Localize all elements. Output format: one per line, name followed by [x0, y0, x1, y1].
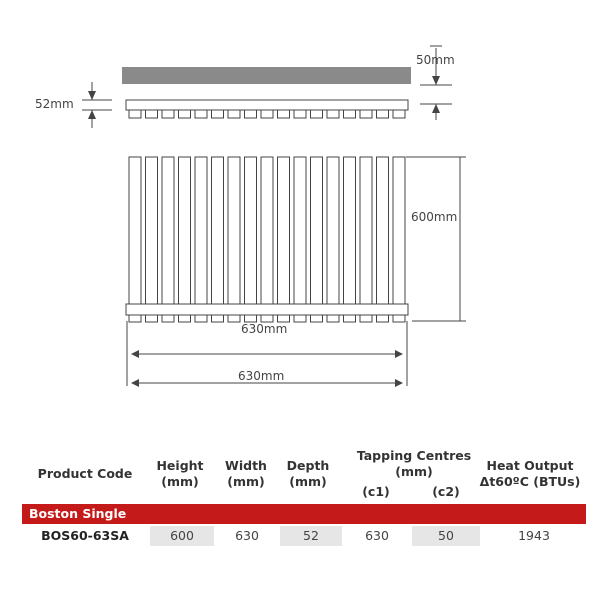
front-view-foot	[377, 315, 389, 322]
header-heat-unit: Δt60ºC (BTUs)	[479, 474, 581, 489]
header-heat-title: Heat Output	[486, 458, 574, 473]
front-view-column	[344, 157, 356, 304]
front-view-column	[245, 157, 257, 304]
front-view-foot	[162, 315, 174, 322]
front-view-column	[162, 157, 174, 304]
front-view-foot	[212, 315, 224, 322]
height-label: 600mm	[411, 210, 458, 224]
cell-depth: 52	[280, 526, 342, 546]
header-depth-title: Depth	[286, 458, 330, 473]
header-depth	[282, 458, 334, 510]
table-row	[22, 526, 586, 546]
header-depth-unit: (mm)	[289, 474, 327, 489]
cell-c1: 630	[365, 528, 389, 543]
front-view-feet	[129, 315, 405, 322]
group-label: Boston Single	[29, 506, 127, 521]
top-view-column	[327, 110, 339, 118]
front-view-foot	[179, 315, 191, 322]
top-view-column	[261, 110, 273, 118]
front-view-foot	[195, 315, 207, 322]
header-width-title: Width	[225, 458, 267, 473]
top-view-column	[360, 110, 372, 118]
front-view-column	[212, 157, 224, 304]
front-view-column	[294, 157, 306, 304]
front-view-column	[195, 157, 207, 304]
top-view-column	[344, 110, 356, 118]
top-view-column	[245, 110, 257, 118]
header-heat-output	[474, 458, 586, 510]
front-view-foot	[146, 315, 158, 322]
front-view-column	[129, 157, 141, 304]
front-view-column	[311, 157, 323, 304]
header-product-code: Product Code	[37, 466, 133, 481]
front-view-foot	[393, 315, 405, 322]
top-view-column	[377, 110, 389, 118]
front-view-foot	[294, 315, 306, 322]
header-tapping-title: Tapping Centres	[356, 448, 472, 463]
front-view-foot	[311, 315, 323, 322]
top-view-column	[212, 110, 224, 118]
header-width-unit: (mm)	[227, 474, 265, 489]
header-c1: (c1)	[362, 484, 390, 499]
cell-height: 600	[150, 526, 214, 546]
front-view-foot	[360, 315, 372, 322]
header-height-unit: (mm)	[161, 474, 199, 489]
front-view-column	[146, 157, 158, 304]
top-view-column	[278, 110, 290, 118]
height-dimension	[406, 157, 466, 321]
tapping-c1-label: 630mm	[238, 369, 285, 383]
front-view-columns	[129, 157, 405, 304]
header-width	[220, 458, 272, 510]
front-view-foot	[245, 315, 257, 322]
group-band	[22, 504, 586, 524]
front-view-foot	[228, 315, 240, 322]
header-height	[152, 458, 208, 510]
front-view-column	[179, 157, 191, 304]
header-height-title: Height	[156, 458, 204, 473]
front-view-foot	[129, 315, 141, 322]
depth-label: 52mm	[35, 97, 74, 111]
front-view-bottom-rail	[126, 304, 408, 315]
front-view-column	[261, 157, 273, 304]
front-view-column	[228, 157, 240, 304]
front-view-foot	[261, 315, 273, 322]
top-view-column	[179, 110, 191, 118]
depth-dimension	[82, 82, 112, 128]
top-view-header	[126, 100, 408, 110]
top-view-columns	[129, 110, 405, 118]
cell-width: 630	[235, 528, 259, 543]
cell-product-code: BOS60-63SA	[41, 528, 129, 543]
front-view-foot	[344, 315, 356, 322]
header-tapping-unit: (mm)	[395, 464, 433, 479]
front-view-column	[393, 157, 405, 304]
top-view-column	[393, 110, 405, 118]
width-label: 630mm	[241, 322, 288, 336]
front-view-foot	[278, 315, 290, 322]
top-view-column	[195, 110, 207, 118]
top-view-bar	[122, 67, 411, 84]
front-view-column	[377, 157, 389, 304]
top-view-column	[294, 110, 306, 118]
front-view-foot	[327, 315, 339, 322]
front-view-column	[360, 157, 372, 304]
top-view-column	[146, 110, 158, 118]
front-view-column	[278, 157, 290, 304]
cell-c2: 50	[412, 526, 480, 546]
top-view-column	[311, 110, 323, 118]
header-c2: (c2)	[432, 484, 460, 499]
top-view-column	[129, 110, 141, 118]
cell-heat-output: 1943	[518, 528, 550, 543]
top-view-column	[228, 110, 240, 118]
tapping-c2-label: 50mm	[416, 53, 455, 67]
top-view-column	[162, 110, 174, 118]
front-view-column	[327, 157, 339, 304]
